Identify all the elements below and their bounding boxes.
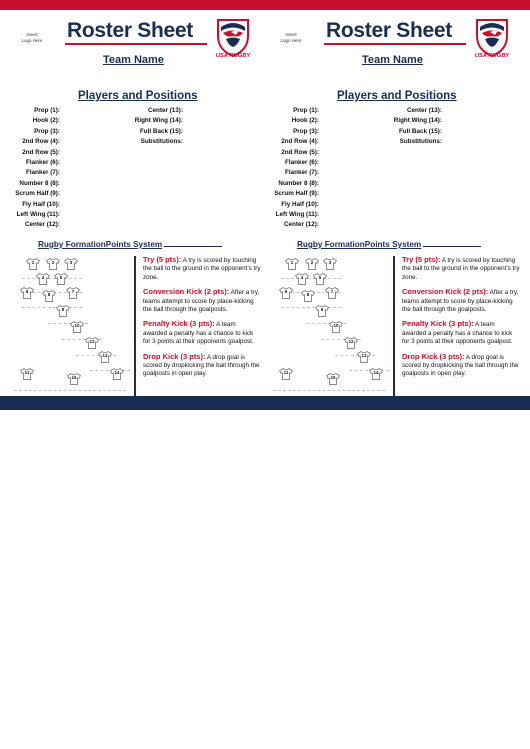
- jersey-number: 7: [330, 289, 334, 294]
- jersey-number: 8: [306, 292, 310, 297]
- jersey-icon: [279, 368, 293, 380]
- jersey-icon: [305, 258, 319, 270]
- logo-placeholder-line-1: Insert: [26, 32, 38, 37]
- jersey-number: 1: [31, 260, 35, 265]
- jersey-icon: [64, 258, 78, 270]
- jersey-icon: [42, 290, 56, 302]
- jersey-icon: [357, 351, 371, 363]
- page-title: Roster Sheet: [67, 19, 193, 42]
- position-label: Prop (3):: [34, 127, 60, 135]
- usa-rugby-logo: [214, 16, 252, 62]
- jersey-number: 11: [24, 370, 30, 375]
- position-label: Prop (1):: [293, 107, 319, 114]
- jersey-number: 4: [300, 275, 304, 280]
- points-system-title: Points System: [105, 240, 163, 249]
- field-guide-line: [22, 307, 82, 308]
- position-label: Left Wing (11):: [16, 211, 60, 218]
- position-label: Hook (2):: [32, 117, 60, 125]
- jersey-icon: [323, 258, 337, 270]
- points-item-description: A team awarded a penalty has a chance to kick for 3 points at their opponents goalpost.: [143, 321, 254, 346]
- position-label: Scrum Half (9):: [274, 190, 319, 198]
- position-label: Number 8 (8):: [278, 179, 319, 187]
- field-guide-line: [14, 390, 126, 391]
- logo-placeholder: [269, 32, 313, 44]
- points-item: [143, 256, 261, 282]
- jersey-icon: [20, 287, 34, 299]
- points-item: [402, 288, 520, 314]
- jersey-number: 10: [333, 323, 339, 328]
- team-name: Team Name: [103, 54, 164, 66]
- jersey-icon: [325, 287, 339, 299]
- jersey-number: 6: [25, 289, 29, 294]
- formation-title: Rugby Formation: [38, 240, 106, 249]
- jersey-number: 10: [74, 323, 80, 328]
- jersey-icon: [36, 273, 50, 285]
- bottom-navy-band: [0, 396, 530, 410]
- jersey-icon: [285, 258, 299, 270]
- position-label: Fly Half (10):: [281, 200, 319, 208]
- position-label: Center (12):: [25, 221, 60, 229]
- jersey-number: 3: [69, 260, 73, 265]
- points-item: [143, 320, 261, 346]
- jersey-icon: [46, 258, 60, 270]
- jersey-icon: [85, 337, 99, 349]
- points-item-name: Drop Kick (3 pts):: [143, 351, 206, 361]
- points-item: [143, 288, 261, 314]
- formation-title: Rugby Formation: [297, 240, 365, 249]
- title-underline: [65, 43, 207, 45]
- jersey-number: 12: [89, 339, 95, 344]
- logo-placeholder-line-2: Logo Here: [21, 38, 43, 43]
- position-label: Flanker (6):: [285, 159, 319, 166]
- usa-rugby-logo: [473, 16, 511, 62]
- jersey-number: 7: [71, 289, 75, 294]
- jersey-number: 15: [330, 375, 336, 380]
- jersey-icon: [54, 273, 68, 285]
- jersey-icon: [315, 305, 329, 317]
- position-label: 2nd Row (4):: [281, 138, 319, 146]
- points-item-name: Conversion Kick (2 pts):: [143, 287, 230, 297]
- brand-wordmark: USA RUGBY: [474, 53, 510, 59]
- points-item-description: After a try, teams attempt to score by place-kicking the ball through the goalposts.: [402, 289, 519, 314]
- position-label: Center (12):: [284, 221, 319, 229]
- jersey-icon: [295, 273, 309, 285]
- team-name: Team Name: [362, 54, 423, 66]
- jersey-icon: [369, 368, 383, 380]
- points-item-description: A drop goal is scored by dropkicking the ball through the goalposts in open play.: [402, 353, 519, 378]
- points-item-name: Penalty Kick (3 pts):: [143, 319, 215, 329]
- points-item-name: Conversion Kick (2 pts):: [402, 287, 489, 297]
- jersey-icon: [279, 287, 293, 299]
- position-label: Right Wing (14):: [393, 117, 442, 125]
- field-guide-line: [22, 278, 82, 279]
- jersey-number: 9: [320, 307, 324, 312]
- position-label: Prop (3):: [293, 127, 319, 135]
- divider-line: [393, 256, 395, 401]
- jersey-icon: [26, 258, 40, 270]
- position-label: Substitutions:: [399, 138, 442, 146]
- position-label: Substitutions:: [140, 138, 183, 146]
- divider-line: [134, 256, 136, 401]
- position-label: Scrum Half (9):: [15, 190, 60, 198]
- points-item-description: After a try, teams attempt to score by place-kicking the ball through the goalposts.: [143, 289, 260, 314]
- jersey-number: 5: [318, 275, 322, 280]
- brand-wordmark: USA RUGBY: [215, 53, 251, 59]
- jersey-number: 13: [361, 353, 367, 358]
- jersey-number: 8: [47, 292, 51, 297]
- points-list: [143, 256, 261, 385]
- jersey-icon: [110, 368, 124, 380]
- roster-sheet-right: [259, 10, 524, 396]
- jersey-icon: [20, 368, 34, 380]
- position-label: Flanker (6):: [26, 159, 60, 166]
- logo-placeholder-line-2: Logo Here: [280, 38, 302, 43]
- jersey-icon: [326, 373, 340, 385]
- position-label: Right Wing (14):: [134, 117, 183, 125]
- jersey-number: 14: [114, 370, 120, 375]
- jersey-icon: [70, 321, 84, 333]
- position-label: Number 8 (8):: [19, 179, 60, 187]
- points-item: [402, 320, 520, 346]
- position-label: Prop (1):: [34, 107, 60, 114]
- jersey-number: 4: [41, 275, 45, 280]
- jersey-number: 11: [283, 370, 289, 375]
- top-red-band: [0, 0, 530, 10]
- jersey-number: 1: [290, 260, 294, 265]
- field-guide-line: [281, 278, 341, 279]
- formation-heading: [38, 240, 222, 249]
- page-title: Roster Sheet: [326, 19, 452, 42]
- jersey-icon: [56, 305, 70, 317]
- logo-placeholder: [10, 32, 54, 44]
- jersey-icon: [301, 290, 315, 302]
- jersey-number: 13: [102, 353, 108, 358]
- jersey-icon: [329, 321, 343, 333]
- jersey-number: 2: [310, 260, 314, 265]
- position-label: Full Back (15):: [398, 127, 442, 135]
- jersey-icon: [66, 287, 80, 299]
- jersey-number: 15: [71, 375, 77, 380]
- points-item-description: A drop goal is scored by dropkicking the ball through the goalposts in open play.: [143, 353, 260, 378]
- field-guide-line: [273, 390, 385, 391]
- position-label: Hook (2):: [291, 117, 319, 125]
- jersey-number: 9: [61, 307, 65, 312]
- formation-heading: [297, 240, 481, 249]
- section-title: Players and Positions: [337, 90, 457, 102]
- points-item-description: A try is scored by touching the ball to the ground in the opponent’s try zone.: [402, 257, 520, 281]
- position-label: 2nd Row (5):: [22, 148, 60, 156]
- position-label: Center (13):: [407, 107, 442, 114]
- jersey-number: 3: [328, 260, 332, 265]
- jersey-number: 12: [348, 339, 354, 344]
- points-system-title: Points System: [364, 240, 422, 249]
- jersey-number: 14: [373, 370, 379, 375]
- title-underline: [324, 43, 466, 45]
- position-label: 2nd Row (4):: [22, 138, 60, 146]
- points-item-name: Drop Kick (3 pts):: [402, 351, 465, 361]
- jersey-number: 5: [59, 275, 63, 280]
- position-label: Full Back (15):: [139, 127, 183, 135]
- field-guide-line: [281, 307, 341, 308]
- jersey-icon: [344, 337, 358, 349]
- logo-placeholder-line-1: Insert: [285, 32, 297, 37]
- points-item: [143, 353, 261, 379]
- position-label: Flanker (7):: [285, 169, 319, 177]
- jersey-icon: [313, 273, 327, 285]
- roster-sheet-left: [0, 10, 265, 396]
- points-item-name: Penalty Kick (3 pts):: [402, 319, 474, 329]
- position-label: Fly Half (10):: [22, 200, 60, 208]
- points-item-name: Try (5 pts):: [402, 255, 441, 264]
- position-label: 2nd Row (5):: [281, 148, 319, 156]
- jersey-icon: [67, 373, 81, 385]
- position-label: Flanker (7):: [26, 169, 60, 177]
- position-label: Center (13):: [148, 107, 183, 114]
- section-title: Players and Positions: [78, 90, 198, 102]
- jersey-icon: [98, 351, 112, 363]
- points-item-description: A try is scored by touching the ball to the ground in the opponent’s try zone.: [143, 257, 261, 281]
- points-item: [402, 353, 520, 379]
- points-item-description: A team awarded a penalty has a chance to kick for 3 points at their opponents goalpost.: [402, 321, 513, 346]
- points-item-name: Try (5 pts):: [143, 255, 182, 264]
- points-list: [402, 256, 520, 385]
- jersey-number: 2: [51, 260, 55, 265]
- jersey-number: 6: [284, 289, 288, 294]
- position-label: Left Wing (11):: [275, 211, 319, 218]
- points-item: [402, 256, 520, 282]
